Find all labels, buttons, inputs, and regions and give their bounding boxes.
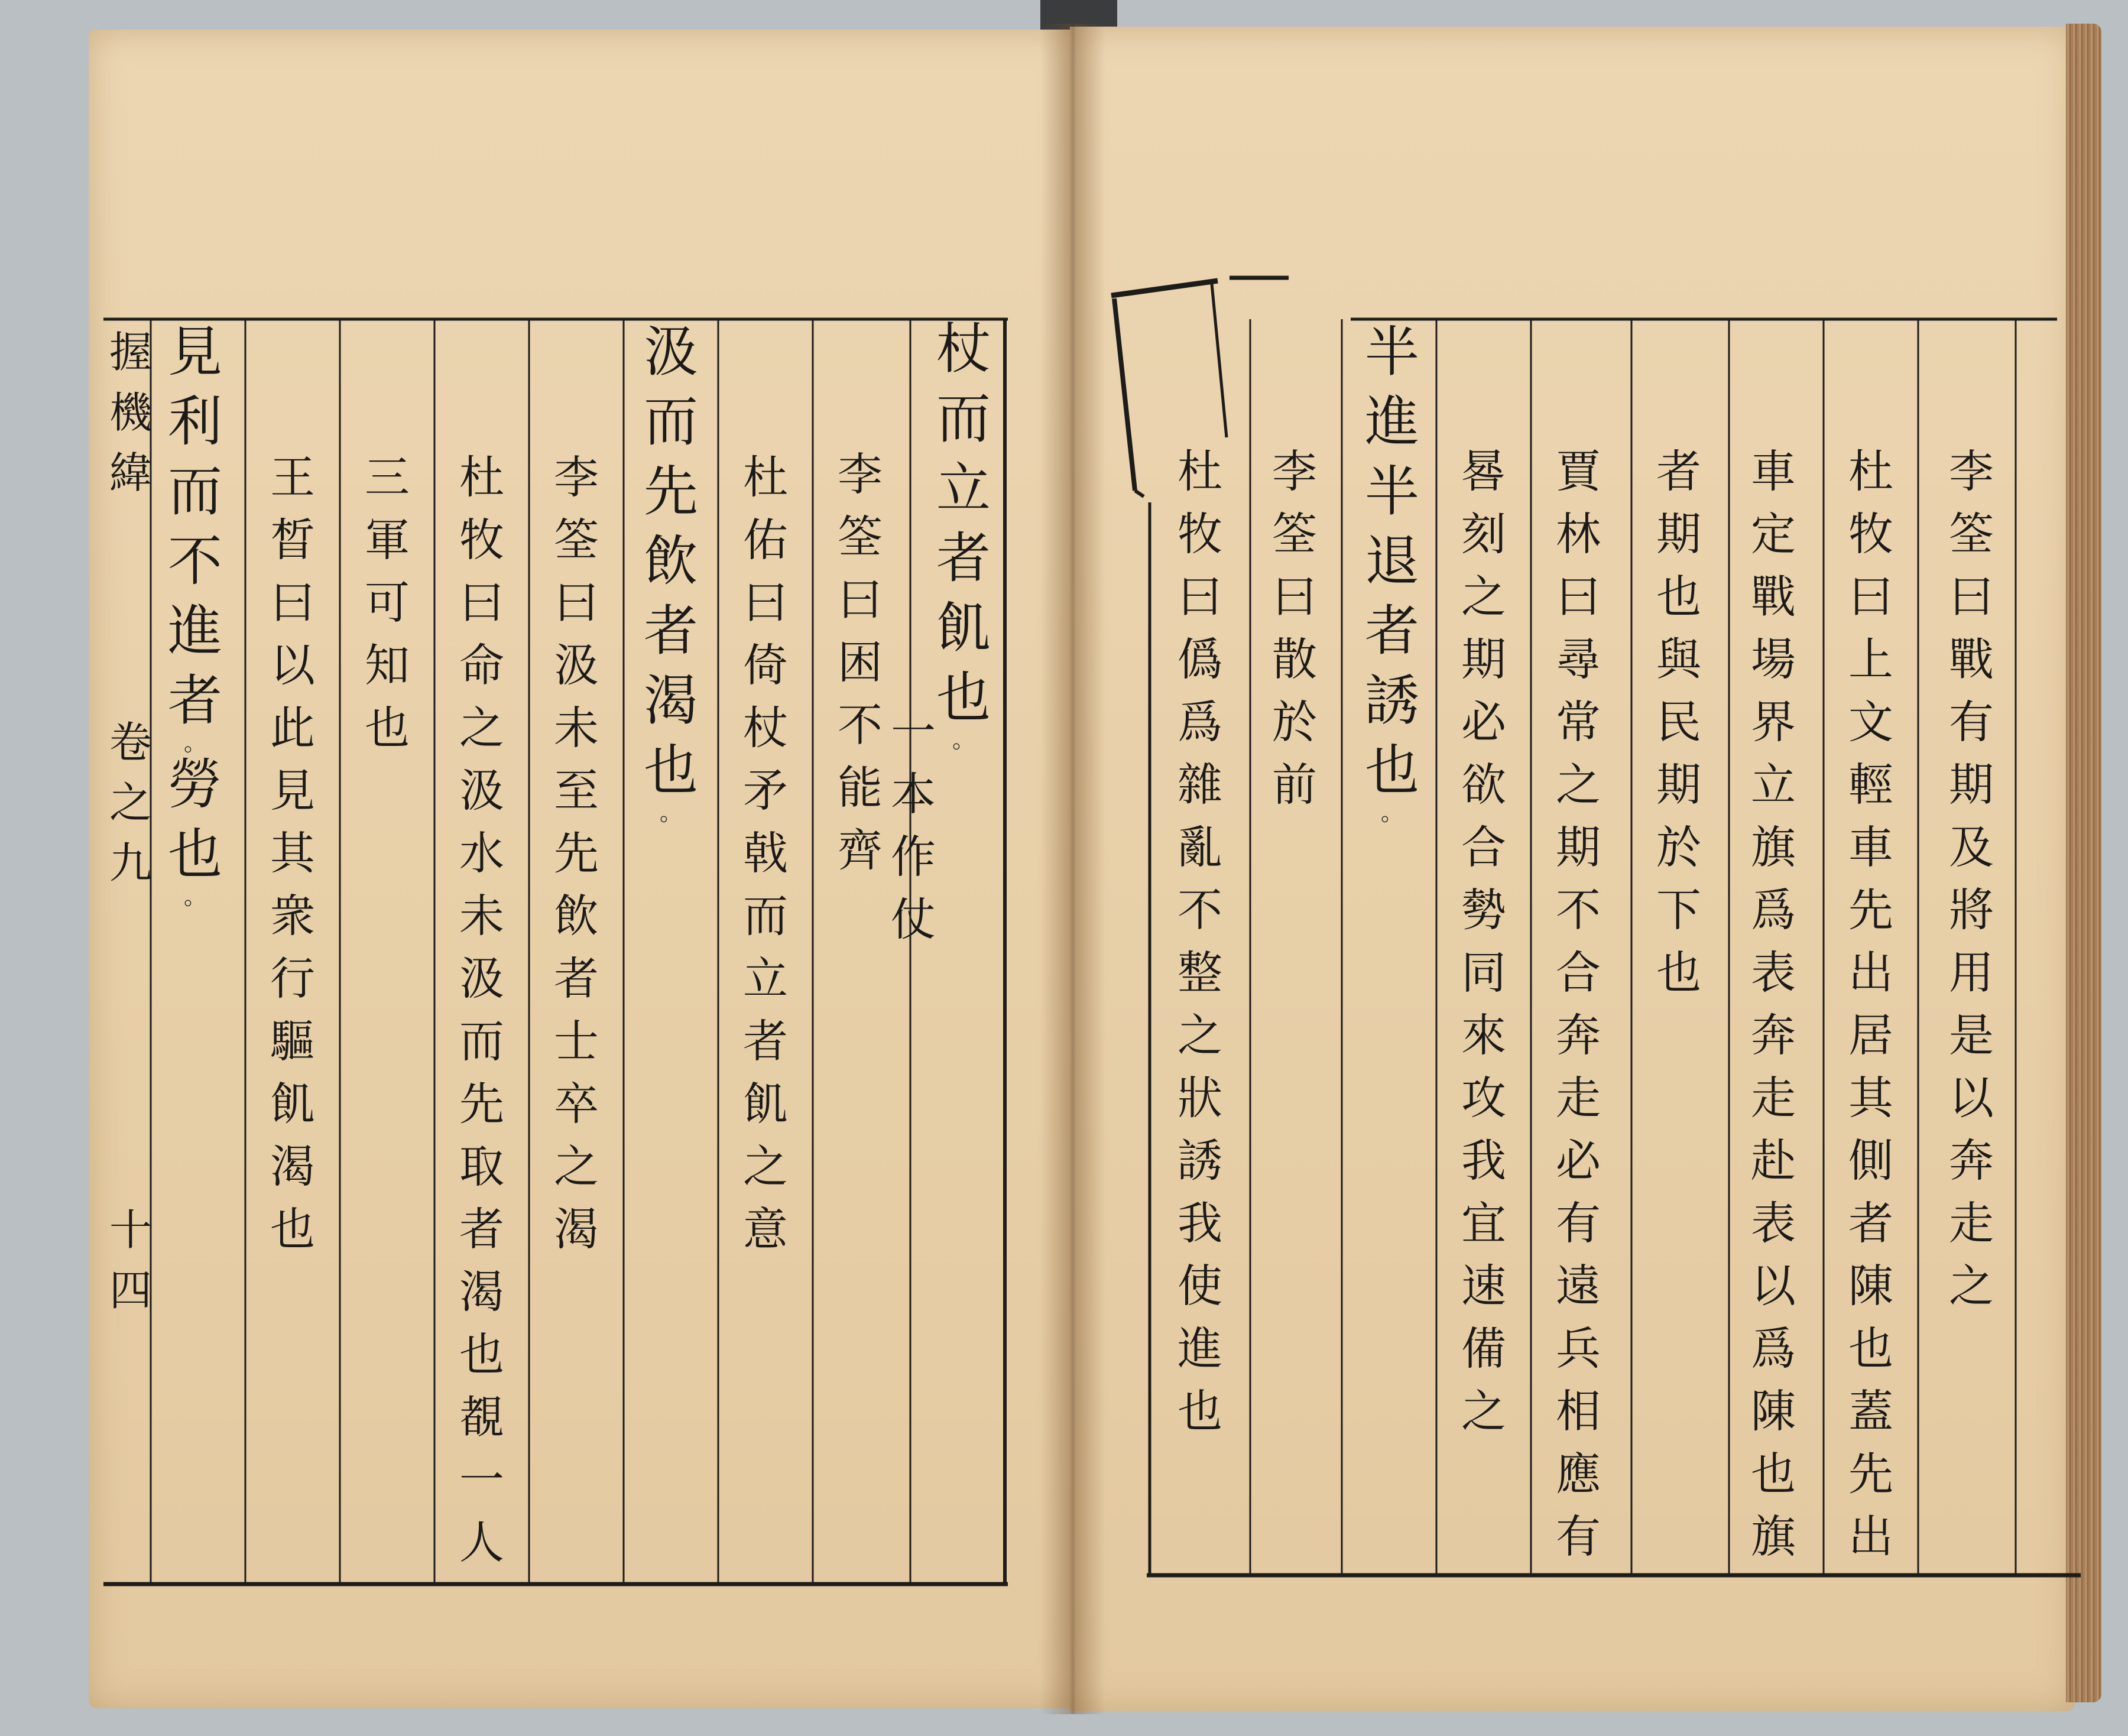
right-column-3: 車 定 戰 場 界 立 旗 爲 表 奔 走 赴 表 以 爲 陳 也 旗 <box>1751 445 1796 1563</box>
left-column-1: 杖 而 立 者 飢 也 。 <box>936 317 991 753</box>
left-column-7: 杜 牧 曰 命 之 汲 水 未 汲 而 先 取 者 渴 也 覩 一 人 <box>459 451 504 1569</box>
left-column-2: 一 本 作 仗 <box>891 705 936 946</box>
right-column-9: 杜 牧 曰 僞 爲 雜 亂 不 整 之 狀 誘 我 使 進 也 <box>1177 445 1222 1438</box>
left-column-4: 杜 佑 曰 倚 杖 矛 戟 而 立 者 飢 之 意 <box>743 451 788 1255</box>
right-column-5: 賈 林 曰 尋 常 之 期 不 合 奔 走 必 有 遠 兵 相 應 有 <box>1556 445 1601 1563</box>
left-column-3: 李 筌 曰 困 不 能 齊 <box>838 448 883 877</box>
right-column-2: 杜 牧 曰 上 文 輕 車 先 出 居 其 側 者 陳 也 蓋 先 出 <box>1848 445 1893 1563</box>
left-column-10: 見 利 而 不 進 者 。 勞 也 。 <box>168 320 223 910</box>
left-column-9: 王 晳 曰 以 此 見 其 衆 行 驅 飢 渴 也 <box>270 451 315 1255</box>
left-column-8: 三 軍 可 知 也 <box>365 451 410 754</box>
left-column-6: 李 筌 曰 汲 未 至 先 飲 者 士 卒 之 渴 <box>554 451 599 1255</box>
folio-number: 十 四 <box>109 1205 153 1315</box>
chapter-label: 卷 之 九 <box>109 718 153 888</box>
right-column-1: 李 筌 曰 戰 有 期 及 將 用 是 以 奔 走 之 <box>1949 445 1994 1312</box>
right-column-6: 晷 刻 之 期 必 欲 合 勢 同 來 攻 我 宜 速 備 之 <box>1461 445 1506 1438</box>
right-column-4: 者 期 也 與 民 期 於 下 也 <box>1656 445 1701 999</box>
right-column-7: 半 進 半 退 者 誘 也 。 <box>1365 320 1420 826</box>
left-column-5: 汲 而 先 飲 者 渴 也 。 <box>644 320 699 826</box>
right-column-8: 李 筌 曰 散 於 前 <box>1272 445 1317 811</box>
margin-title: 握 機 緯 <box>109 327 153 498</box>
